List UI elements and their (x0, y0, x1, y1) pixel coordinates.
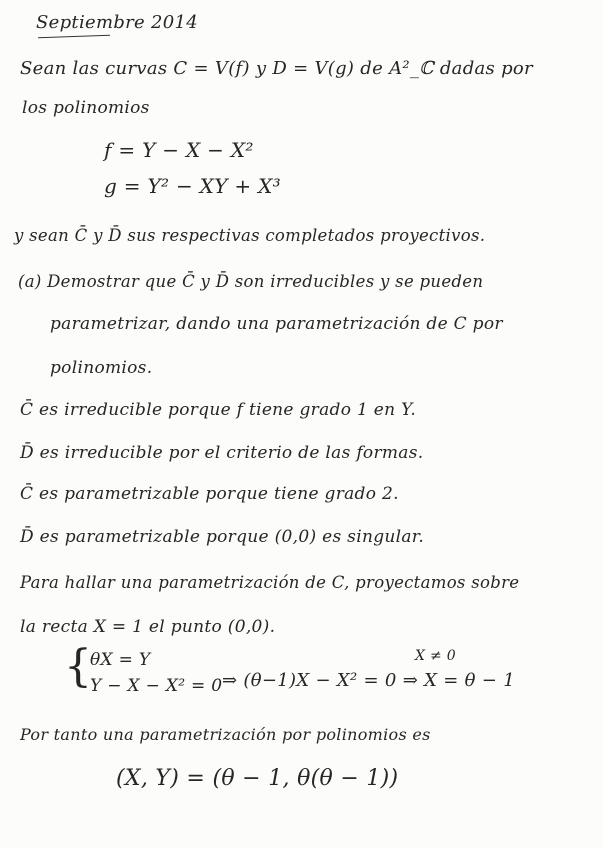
text-line: D̄ es irreducible por el criterio de las formas. (20, 443, 424, 463)
equation-f: f = Y − X − X² (104, 138, 254, 162)
text-line: D̄ es parametrizable porque (0,0) es singular. (20, 527, 425, 547)
text-line: C̄ es irreducible porque f tiene grado 1 en Y. (20, 400, 417, 420)
text-line: C̄ es parametrizable porque tiene grado 2. (20, 484, 399, 504)
text-line: Por tanto una parametrización por polinomios es (20, 725, 431, 744)
page-title: Septiembre 2014 (36, 12, 199, 33)
text-line: parametrizar, dando una parametrización de C por (50, 314, 503, 334)
text-line: (a) Demostrar que C̄ y D̄ son irreducibles y se pueden (18, 272, 484, 291)
system-equation-1: θX = Y (90, 650, 151, 670)
text-line: la recta X = 1 el punto (0,0). (20, 617, 276, 637)
condition-label: X ≠ 0 (415, 648, 457, 664)
text-line: Para hallar una parametrización de C, proyectamos sobre (20, 573, 520, 592)
final-result: (X, Y) = (θ − 1, θ(θ − 1)) (116, 766, 399, 791)
text-line: polinomios. (50, 358, 153, 378)
system-equation-2: Y − X − X² = 0 (90, 676, 223, 696)
system-brace: { (64, 641, 92, 692)
equation-g: g = Y² − XY + X³ (104, 174, 281, 198)
implication-chain: ⇒ (θ−1)X − X² = 0 ⇒ X = θ − 1 (222, 670, 515, 691)
text-line: y sean C̄ y D̄ sus respectivas completados proyectivos. (14, 226, 486, 245)
text-line: los polinomios (22, 98, 150, 118)
text-line: Sean las curvas C = V(f) y D = V(g) de A²_ℂ dadas por (20, 58, 533, 79)
title-underline (38, 35, 110, 39)
